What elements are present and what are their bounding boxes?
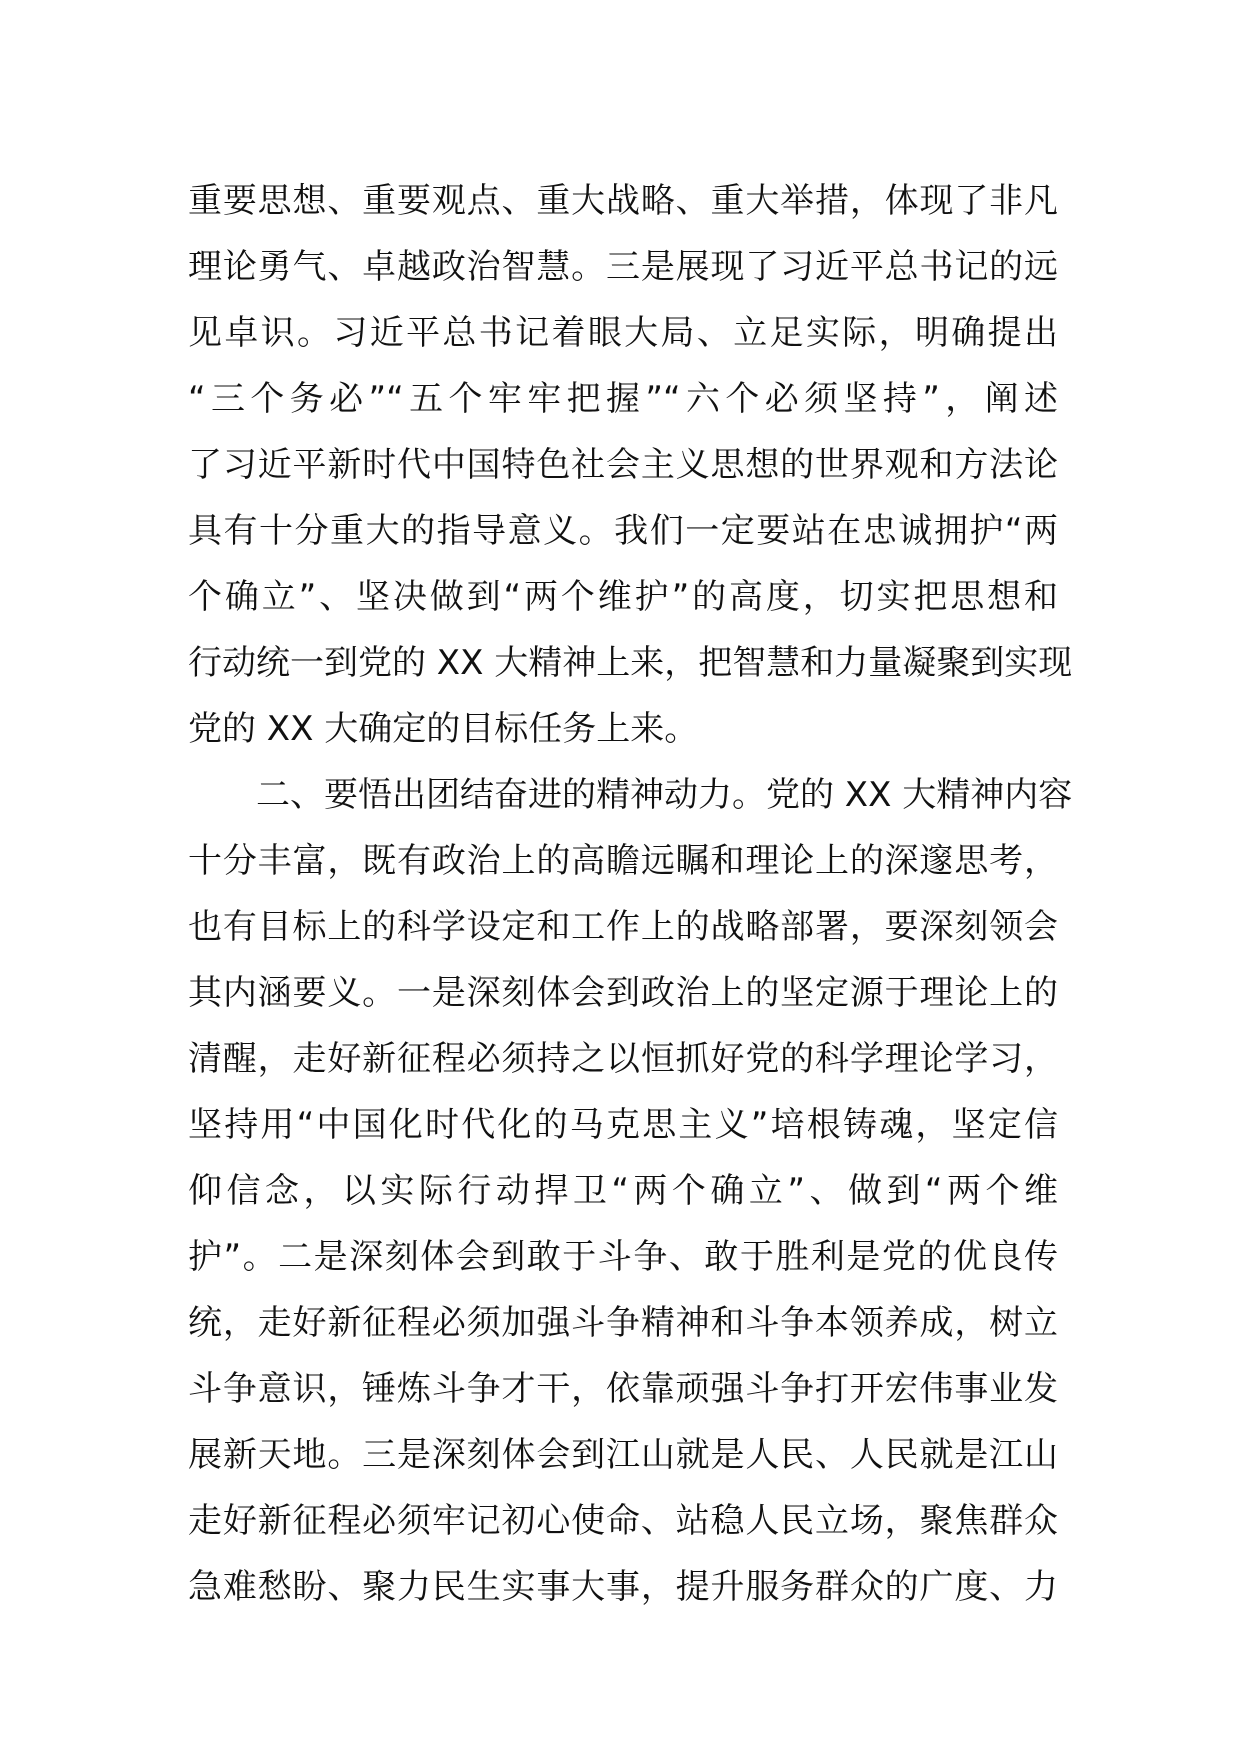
text-line: 坚持用“中国化时代化的马克思主义”培根铸魂，坚定信 xyxy=(188,1105,1058,1145)
text-line: 具有十分重大的指导意义。我们一定要站在忠诚拥护“两 xyxy=(188,511,1058,551)
text-line: 行动统一到党的 XX 大精神上来，把智慧和力量凝聚到实现 xyxy=(188,643,1073,683)
paragraph-end-line: 党的 XX 大确定的目标任务上来。 xyxy=(188,709,699,749)
text-line: 十分丰富，既有政治上的高瞻远瞩和理论上的深邃思考， xyxy=(188,841,1058,881)
body-text xyxy=(188,168,1073,1620)
text-line: 统，走好新征程必须加强斗争精神和斗争本领养成，树立 xyxy=(188,1303,1058,1343)
section-heading-line: 二、要悟出团结奋进的精神动力。党的 XX 大精神内容 xyxy=(256,775,1073,815)
text-line: 了习近平新时代中国特色社会主义思想的世界观和方法论 xyxy=(188,445,1058,485)
text-line: 清醒，走好新征程必须持之以恒抓好党的科学理论学习， xyxy=(188,1039,1058,1079)
text-line: 重要思想、重要观点、重大战略、重大举措，体现了非凡 xyxy=(188,181,1058,221)
text-line: 个确立”、坚决做到“两个维护”的高度，切实把思想和 xyxy=(188,577,1058,617)
text-line: 理论勇气、卓越政治智慧。三是展现了习近平总书记的远 xyxy=(188,247,1058,287)
text-line: 斗争意识，锤炼斗争才干，依靠顽强斗争打开宏伟事业发 xyxy=(188,1369,1058,1409)
text-line: 见卓识。习近平总书记着眼大局、立足实际，明确提出 xyxy=(188,313,1058,353)
text-line: 展新天地。三是深刻体会到江山就是人民、人民就是江山 xyxy=(188,1435,1058,1475)
text-line: 其内涵要义。一是深刻体会到政治上的坚定源于理论上的 xyxy=(188,973,1058,1013)
text-line: 护”。二是深刻体会到敢于斗争、敢于胜利是党的优良传 xyxy=(188,1237,1058,1277)
text-line: “三个务必”“五个牢牢把握”“六个必须坚持”，阐述 xyxy=(188,379,1058,419)
text-line: 也有目标上的科学设定和工作上的战略部署，要深刻领会 xyxy=(188,907,1058,947)
text-line: 急难愁盼、聚力民生实事大事，提升服务群众的广度、力 xyxy=(188,1567,1058,1607)
text-line: 走好新征程必须牢记初心使命、站稳人民立场，聚焦群众 xyxy=(188,1501,1058,1541)
text-line: 仰信念，以实际行动捍卫“两个确立”、做到“两个维 xyxy=(188,1171,1058,1211)
